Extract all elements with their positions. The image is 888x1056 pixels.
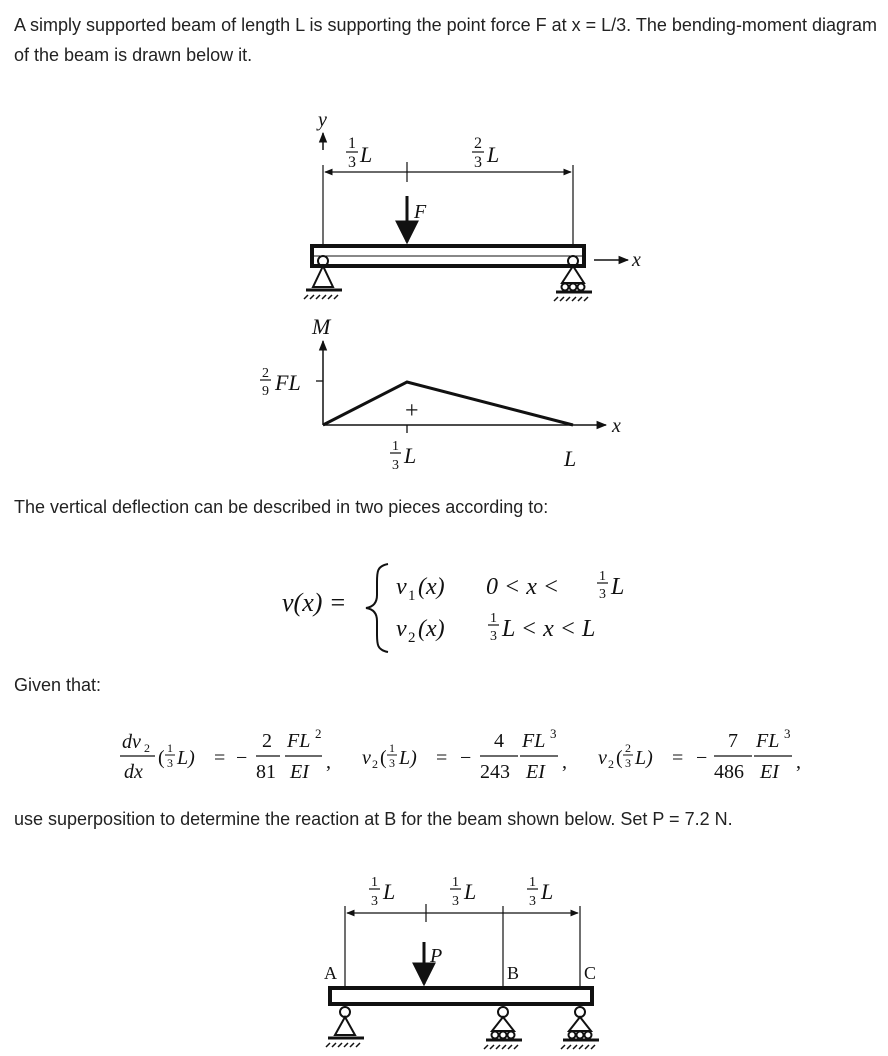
svg-text:3: 3 <box>452 894 459 909</box>
tick-L: L <box>564 446 577 471</box>
support-c-label: C <box>584 963 597 983</box>
beam-figure-2 <box>324 875 599 1049</box>
moment-sign: + <box>405 398 419 424</box>
svg-text:,: , <box>326 751 331 773</box>
svg-text:v: v <box>396 616 407 642</box>
svg-text:3: 3 <box>474 154 482 171</box>
svg-text:EI: EI <box>526 761 545 783</box>
svg-text:L: L <box>464 879 477 904</box>
svg-text:−: − <box>460 747 472 769</box>
svg-text:dv: dv <box>122 731 141 753</box>
svg-text:,: , <box>562 751 567 773</box>
tick-one-third <box>390 439 416 473</box>
svg-text:3: 3 <box>550 726 557 741</box>
y-axis-label: y <box>318 109 327 131</box>
svg-text:3: 3 <box>389 756 395 770</box>
pin-support-a <box>326 1007 364 1047</box>
svg-text:2: 2 <box>315 726 322 741</box>
svg-text:2: 2 <box>262 730 272 752</box>
svg-text:FL: FL <box>275 370 301 395</box>
svg-text:L): L) <box>635 747 653 769</box>
svg-text:−: − <box>696 747 708 769</box>
svg-text:v: v <box>598 747 607 769</box>
case-1 <box>396 569 624 604</box>
svg-text:2: 2 <box>625 741 631 755</box>
svg-text:4: 4 <box>494 730 504 752</box>
svg-text:3: 3 <box>167 756 173 770</box>
svg-text:2: 2 <box>372 757 378 771</box>
svg-text:,: , <box>796 751 801 773</box>
svg-text:EI: EI <box>290 761 309 783</box>
superposition-text: use superposition to determine the reaction at B for the beam shown below. Set P = 7.2 N. <box>14 809 733 829</box>
svg-text:2: 2 <box>262 366 269 381</box>
svg-text:0 < x <: 0 < x < <box>486 574 560 600</box>
svg-text:(: ( <box>158 747 165 769</box>
given-equations <box>120 726 801 783</box>
svg-text:EI: EI <box>760 761 779 783</box>
peak-label <box>260 366 301 399</box>
equation-lhs: v(x) = <box>282 588 347 617</box>
seg-label-1 <box>369 875 395 909</box>
svg-text:L: L <box>383 879 396 904</box>
moment-triangle <box>323 382 573 425</box>
svg-text:FL: FL <box>756 730 780 752</box>
svg-text:L: L <box>360 142 373 167</box>
svg-text:v: v <box>396 574 407 600</box>
svg-text:9: 9 <box>262 384 269 399</box>
moment-x-label: x <box>612 415 621 437</box>
problem-intro: A simply supported beam of length L is supporting the point force F at x = L/3. The bending-moment diagram of the beam is drawn below it. <box>14 15 877 65</box>
svg-text:3: 3 <box>348 154 356 171</box>
given-v2-one-third <box>362 726 567 783</box>
svg-text:v: v <box>362 747 371 769</box>
force-label: F <box>414 201 427 223</box>
svg-text:243: 243 <box>480 761 510 783</box>
case-2 <box>396 611 595 646</box>
beam-2 <box>330 988 592 1004</box>
svg-text:81: 81 <box>256 761 276 783</box>
svg-text:−: − <box>236 747 248 769</box>
svg-text:2: 2 <box>474 135 482 152</box>
svg-text:=: = <box>214 747 226 769</box>
svg-text:FL: FL <box>522 730 546 752</box>
svg-text:L): L) <box>177 747 195 769</box>
svg-text:L): L) <box>399 747 417 769</box>
svg-text:=: = <box>672 747 684 769</box>
svg-text:(x): (x) <box>418 616 445 642</box>
svg-text:1: 1 <box>529 875 536 890</box>
moment-diagram <box>260 314 621 473</box>
svg-text:L: L <box>404 443 417 468</box>
svg-text:7: 7 <box>728 730 738 752</box>
svg-text:L: L <box>611 574 625 600</box>
dim-label-left <box>346 135 372 171</box>
svg-text:1: 1 <box>408 588 416 604</box>
svg-text:L: L <box>541 879 554 904</box>
svg-text:(: ( <box>616 747 623 769</box>
svg-text:3: 3 <box>529 894 536 909</box>
beam-figure-1 <box>304 109 641 301</box>
svg-text:(x): (x) <box>418 574 445 600</box>
svg-text:1: 1 <box>167 741 173 755</box>
given-v2-two-thirds <box>598 726 801 783</box>
support-a-label: A <box>324 963 337 983</box>
svg-text:FL: FL <box>287 730 311 752</box>
svg-text:3: 3 <box>625 756 631 770</box>
svg-text:3: 3 <box>490 629 497 644</box>
x-axis-label: x <box>632 249 641 271</box>
seg-label-3 <box>527 875 553 909</box>
svg-text:2: 2 <box>408 630 416 646</box>
given-text: Given that: <box>14 675 102 695</box>
svg-text:dx: dx <box>124 761 143 783</box>
piecewise-equation <box>282 564 624 652</box>
deflection-text: The vertical deflection can be described in two pieces according to: <box>14 497 549 517</box>
svg-text:1: 1 <box>348 135 356 152</box>
svg-text:3: 3 <box>371 894 378 909</box>
svg-text:1: 1 <box>490 611 497 626</box>
svg-text:1: 1 <box>599 569 606 584</box>
svg-text:2: 2 <box>608 757 614 771</box>
svg-text:(: ( <box>380 747 387 769</box>
curly-brace <box>366 564 388 652</box>
svg-text:1: 1 <box>389 741 395 755</box>
m-axis-label: M <box>312 314 331 339</box>
roller-support-c <box>561 1007 599 1049</box>
svg-text:2: 2 <box>144 741 150 755</box>
svg-text:486: 486 <box>714 761 744 783</box>
svg-text:L: L <box>487 142 500 167</box>
given-slope <box>120 726 331 783</box>
roller-support-b <box>484 1007 522 1049</box>
svg-text:3: 3 <box>784 726 791 741</box>
svg-text:1: 1 <box>452 875 459 890</box>
force-p-label: P <box>430 945 443 967</box>
seg-label-2 <box>450 875 476 909</box>
svg-text:3: 3 <box>599 587 606 602</box>
svg-text:1: 1 <box>392 439 399 454</box>
svg-text:3: 3 <box>392 458 399 473</box>
dim-label-right <box>472 135 499 171</box>
svg-text:=: = <box>436 747 448 769</box>
support-b-label: B <box>507 963 520 983</box>
svg-text:L < x < L: L < x < L <box>502 616 596 642</box>
svg-text:1: 1 <box>371 875 378 890</box>
